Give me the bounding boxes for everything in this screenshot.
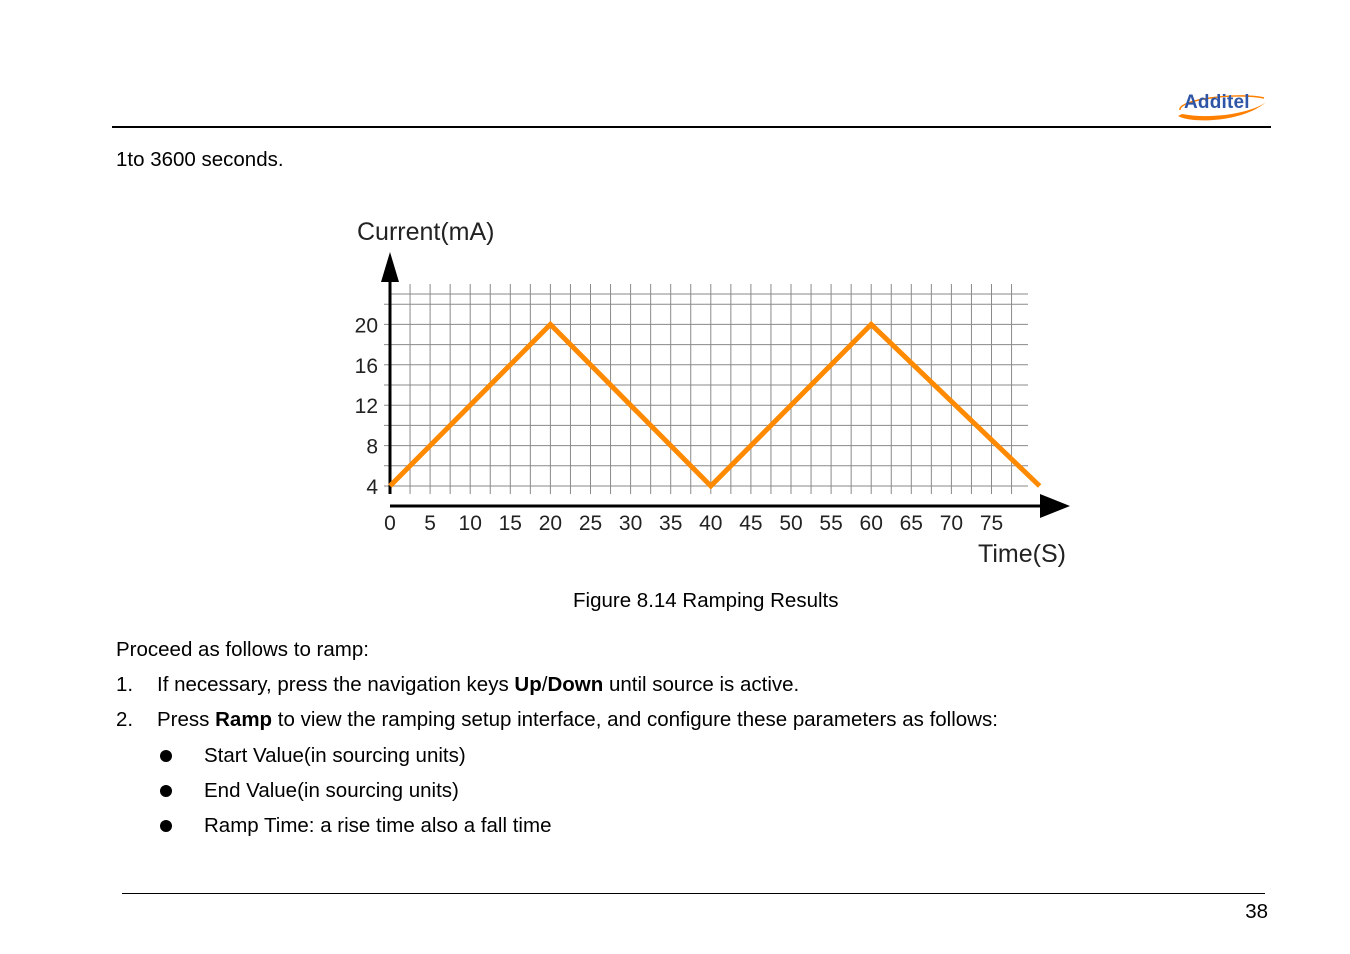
company-logo: [1174, 90, 1270, 124]
down-key-label: Down: [547, 673, 604, 696]
y-tick-label: 8: [366, 435, 378, 459]
up-key-label: Up: [514, 673, 542, 696]
proceed-heading: Proceed as follows to ramp:: [116, 638, 369, 661]
x-tick-label: 70: [939, 512, 964, 535]
x-axis-title: Time(S): [978, 540, 1066, 568]
intro-text: 1to 3600 seconds.: [116, 148, 284, 171]
bullet-icon: [160, 820, 172, 832]
x-tick-label: 15: [498, 512, 522, 535]
step-number: 2.: [116, 708, 134, 731]
logo-text: Additel: [1184, 92, 1250, 113]
y-tick-label: 20: [354, 314, 378, 338]
bullet-end-value: End Value(in sourcing units): [204, 779, 459, 802]
step-number: 1.: [116, 673, 134, 696]
y-axis-arrow-icon: [381, 252, 399, 282]
ramping-chart: [340, 210, 1080, 580]
x-axis-arrow-icon: [1040, 494, 1070, 518]
x-tick-label: 5: [424, 512, 436, 535]
bullet-icon: [160, 785, 172, 797]
footer-divider: [122, 893, 1265, 894]
bullet-start-value: Start Value(in sourcing units): [204, 744, 466, 767]
x-tick-label: 25: [578, 512, 603, 535]
page-number: 38: [1245, 900, 1268, 923]
x-tick-label: 20: [538, 512, 563, 535]
x-tick-label: 65: [899, 512, 923, 535]
step-1-text: If necessary, press the navigation keys Up/Down until source is active.: [157, 673, 800, 696]
y-tick-label: 12: [354, 395, 378, 419]
x-tick-label: 40: [699, 512, 723, 535]
bullet-icon: [160, 750, 172, 762]
step-2-text: Press Ramp to view the ramping setup interface, and configure these parameters as follows:: [157, 708, 998, 731]
header-divider: [112, 126, 1271, 128]
bullet-ramp-time: Ramp Time: a rise time also a fall time: [204, 814, 552, 837]
x-tick-label: 60: [859, 512, 883, 535]
x-tick-label: 0: [384, 512, 396, 535]
x-tick-label: 50: [779, 512, 803, 535]
x-tick-label: 55: [819, 512, 843, 535]
x-tick-label: 75: [979, 512, 1004, 535]
y-tick-label: 16: [354, 354, 378, 378]
figure-caption: Figure 8.14 Ramping Results: [573, 589, 839, 612]
ramp-key-label: Ramp: [215, 708, 273, 731]
x-tick-label: 45: [739, 512, 763, 535]
x-tick-label: 30: [618, 512, 643, 535]
x-tick-label: 35: [659, 512, 683, 535]
y-axis-title: Current(mA): [357, 218, 495, 246]
y-tick-label: 4: [366, 476, 378, 499]
x-tick-label: 10: [458, 512, 482, 535]
